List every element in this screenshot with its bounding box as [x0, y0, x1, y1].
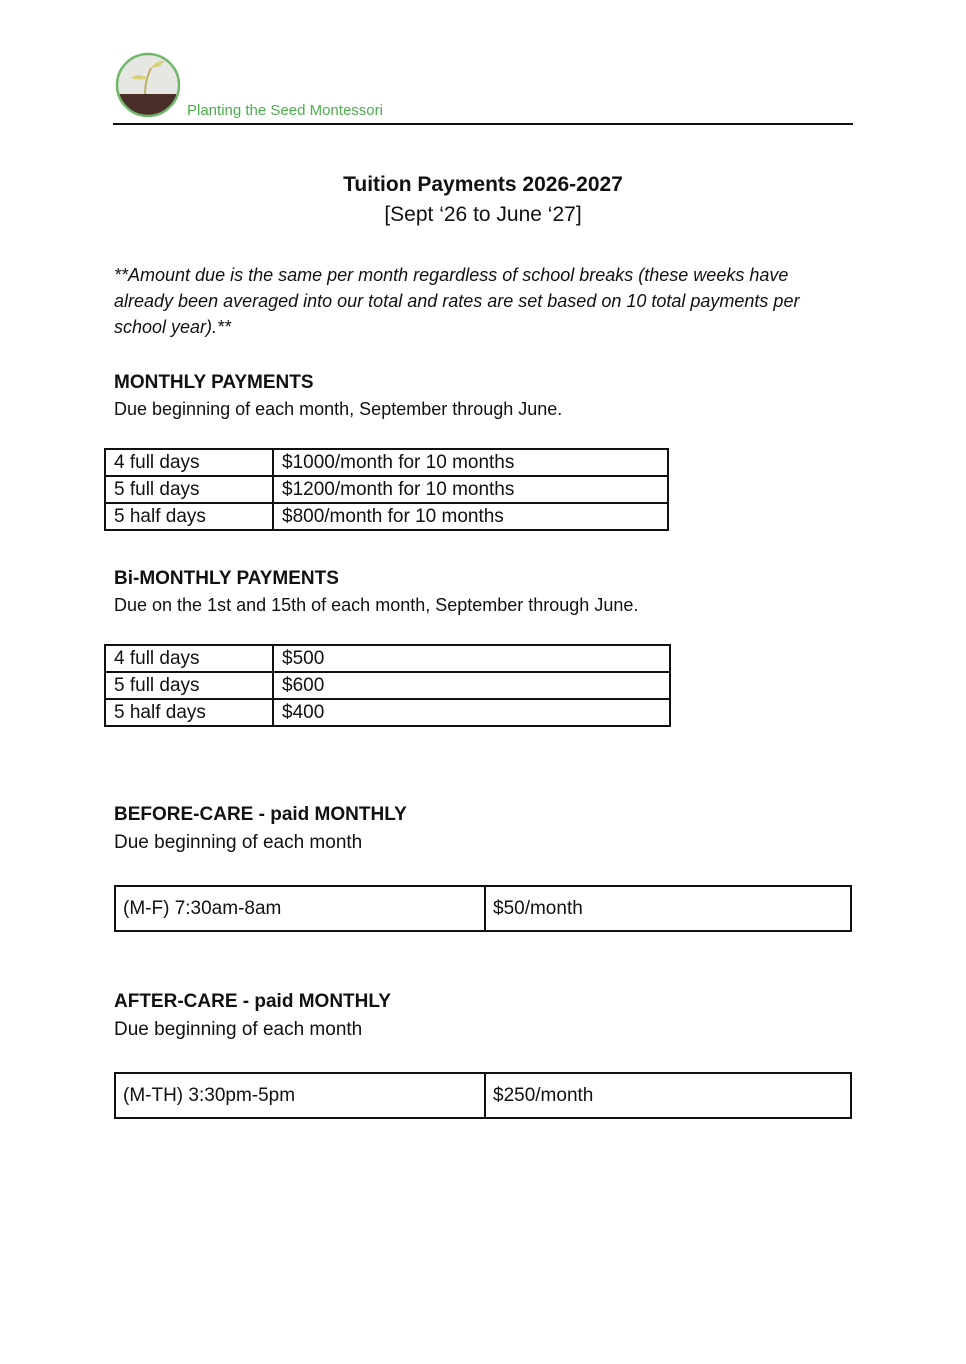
table-row — [105, 449, 668, 476]
schedule-cell: 5 half days — [105, 699, 273, 726]
schedule-cell: 5 half days — [105, 503, 273, 530]
amount-cell: $800/month for 10 months — [273, 503, 668, 530]
before-care-description: Due beginning of each month — [114, 832, 363, 853]
amount-cell: $600 — [273, 672, 670, 699]
table-row — [105, 699, 670, 726]
amount-cell: $250/month — [485, 1073, 851, 1118]
after-care-heading: AFTER-CARE - paid MONTHLY — [114, 991, 391, 1012]
amount-cell: $400 — [273, 699, 670, 726]
schedule-cell: (M-TH) 3:30pm-5pm — [115, 1073, 485, 1118]
page-subtitle: [Sept ‘26 to June ‘27] — [384, 203, 582, 226]
bimonthly-heading: Bi-MONTHLY PAYMENTS — [114, 568, 339, 589]
before-care-table — [114, 885, 852, 932]
header-divider — [113, 123, 853, 125]
tuition-note: **Amount due is the same per month regardless of school breaks (these weeks have already been averaged into our total and rates are set based on 10 total payments per school year).** — [114, 265, 800, 337]
amount-cell: $1200/month for 10 months — [273, 476, 668, 503]
table-row — [105, 645, 670, 672]
schedule-cell: 4 full days — [105, 645, 273, 672]
bimonthly-table — [104, 644, 671, 727]
page-title: Tuition Payments 2026-2027 — [343, 173, 623, 196]
table-row — [105, 503, 668, 530]
schedule-cell: 4 full days — [105, 449, 273, 476]
after-care-description: Due beginning of each month — [114, 1019, 363, 1040]
bimonthly-description: Due on the 1st and 15th of each month, September through June. — [114, 595, 639, 615]
amount-cell: $500 — [273, 645, 670, 672]
schedule-cell: 5 full days — [105, 476, 273, 503]
table-row — [105, 476, 668, 503]
before-care-heading: BEFORE-CARE - paid MONTHLY — [114, 804, 407, 825]
table-row — [115, 1073, 851, 1118]
school-logo — [115, 52, 181, 118]
monthly-description: Due beginning of each month, September through June. — [114, 399, 563, 419]
brand-name: Planting the Seed Montessori — [187, 102, 383, 119]
amount-cell: $50/month — [485, 886, 851, 931]
monthly-table — [104, 448, 669, 531]
after-care-table — [114, 1072, 852, 1119]
monthly-heading: MONTHLY PAYMENTS — [114, 372, 314, 393]
schedule-cell: (M-F) 7:30am-8am — [115, 886, 485, 931]
amount-cell: $1000/month for 10 months — [273, 449, 668, 476]
table-row — [105, 672, 670, 699]
table-row — [115, 886, 851, 931]
schedule-cell: 5 full days — [105, 672, 273, 699]
